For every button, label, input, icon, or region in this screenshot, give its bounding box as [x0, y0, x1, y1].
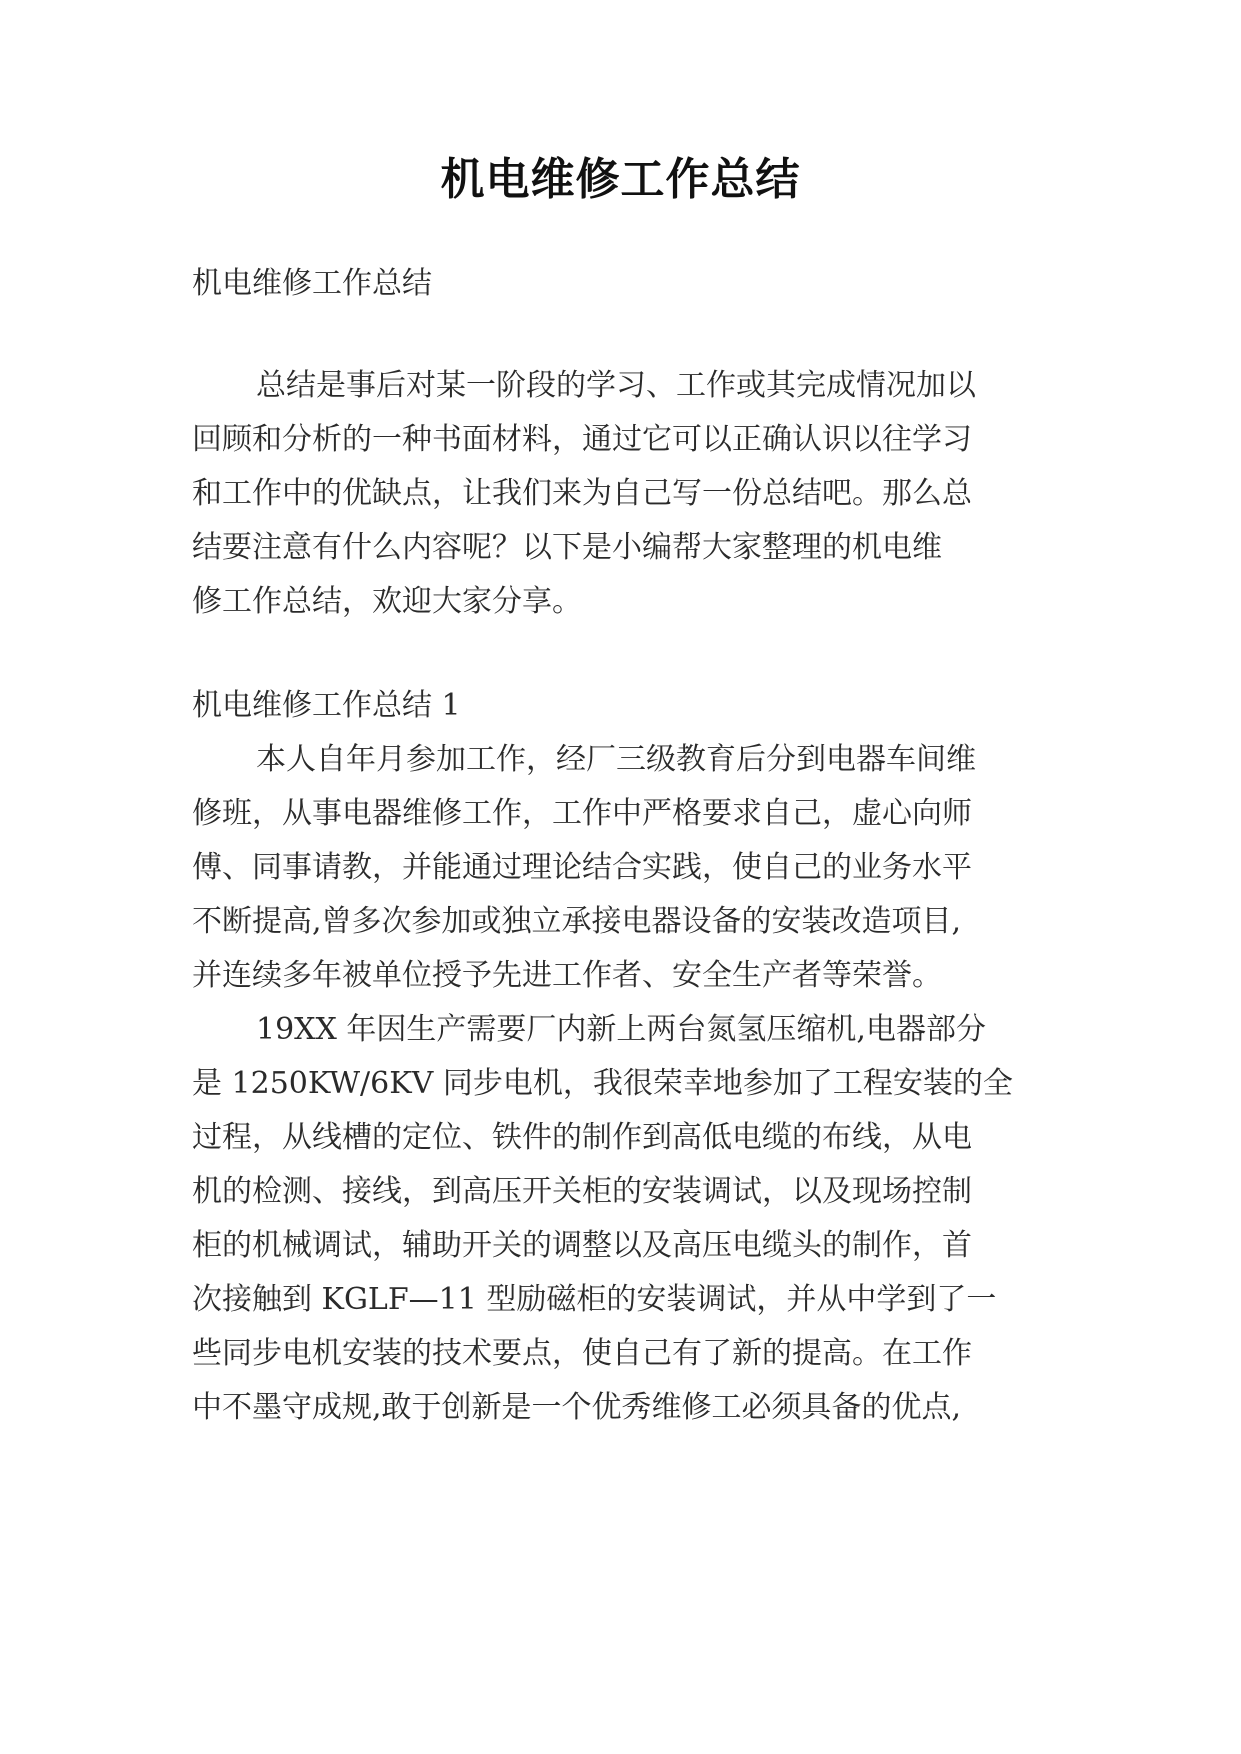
paragraph-line: 并连续多年被单位授予先进工作者、安全生产者等荣誉。: [192, 958, 942, 993]
intro-line: 结要注意有什么内容呢？以下是小编帮大家整理的机电维: [192, 530, 942, 565]
paragraph-line: 次接触到 KGLF—11 型励磁柜的安装调试，并从中学到了一: [192, 1282, 997, 1317]
document-title: 机电维修工作总结: [440, 154, 801, 205]
document-subtitle: 机电维修工作总结: [192, 266, 432, 301]
paragraph-line: 本人自年月参加工作，经厂三级教育后分到电器车间维: [256, 742, 976, 777]
paragraph-line: 柜的机械调试，辅助开关的调整以及高压电缆头的制作，首: [192, 1228, 972, 1263]
paragraph-line: 不断提高,曾多次参加或独立承接电器设备的安装改造项目,: [192, 904, 962, 939]
intro-line: 和工作中的优缺点，让我们来为自己写一份总结吧。那么总: [192, 476, 972, 511]
paragraph-line: 傅、同事请教，并能通过理论结合实践，使自己的业务水平: [192, 850, 972, 885]
paragraph-line: 19XX 年因生产需要厂内新上两台氮氢压缩机,电器部分: [256, 1012, 986, 1047]
intro-line: 总结是事后对某一阶段的学习、工作或其完成情况加以: [256, 368, 976, 403]
intro-line: 修工作总结，欢迎大家分享。: [192, 584, 582, 619]
paragraph-line: 是 1250KW/6KV 同步电机，我很荣幸地参加了工程安装的全: [192, 1066, 1013, 1101]
section-heading: 机电维修工作总结 1: [192, 688, 461, 723]
paragraph-line: 修班，从事电器维修工作，工作中严格要求自己，虚心向师: [192, 796, 972, 831]
paragraph-line: 过程，从线槽的定位、铁件的制作到高低电缆的布线，从电: [192, 1120, 972, 1155]
paragraph-line: 些同步电机安装的技术要点，使自己有了新的提高。在工作: [192, 1336, 972, 1371]
paragraph-line: 中不墨守成规,敢于创新是一个优秀维修工必须具备的优点,: [192, 1390, 962, 1425]
intro-line: 回顾和分析的一种书面材料，通过它可以正确认识以往学习: [192, 422, 972, 457]
paragraph-line: 机的检测、接线，到高压开关柜的安装调试，以及现场控制: [192, 1174, 972, 1209]
